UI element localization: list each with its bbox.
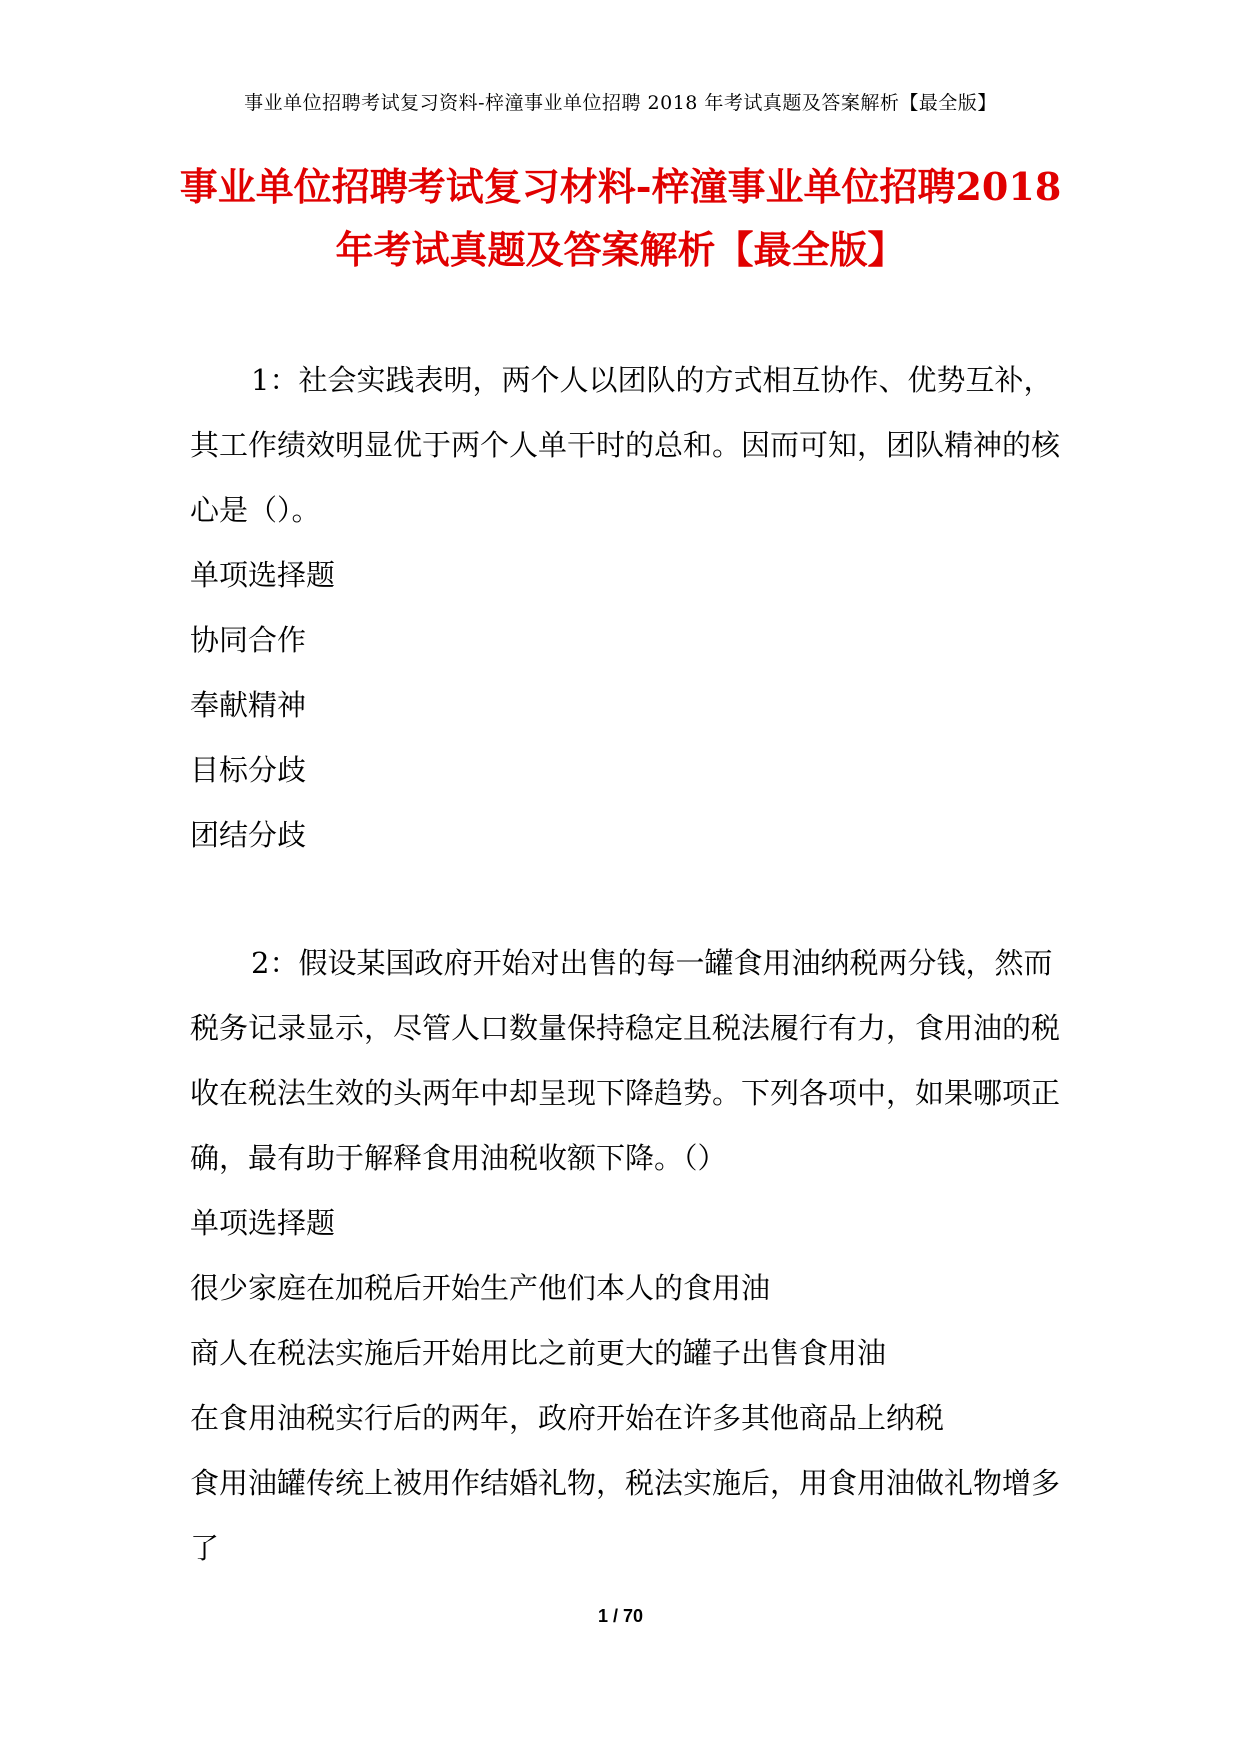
answer-option: 很少家庭在加税后开始生产他们本人的食用油 xyxy=(190,1271,771,1305)
answer-option: 协同合作 xyxy=(190,623,307,657)
answer-option: 团结分歧 xyxy=(190,818,307,852)
question-stem: 2：假设某国政府开始对出售的每一罐食用油纳税两分钱，然而税务记录显示，尽管人口数量保持稳定且税法履行有力，食用油的税收在税法生效的头两年中却呈现下降趋势。下列各项中，如果哪项正确，最有助于解释食用油税收额下降。（） xyxy=(190,946,1061,1175)
question-1 xyxy=(190,348,1060,868)
answer-option: 目标分歧 xyxy=(190,753,307,787)
question-type: 单项选择题 xyxy=(190,1206,336,1240)
answer-option: 在食用油税实行后的两年，政府开始在许多其他商品上纳税 xyxy=(190,1401,945,1435)
answer-option: 奉献精神 xyxy=(190,688,307,722)
question-2 xyxy=(190,931,1060,1581)
document-title-line-2: 年考试真题及答案解析【最全版】 xyxy=(335,227,906,272)
question-type: 单项选择题 xyxy=(190,558,336,592)
document-title-line-1: 事业单位招聘考试复习材料-梓潼事业单位招聘2018 xyxy=(179,164,1062,209)
running-header: 事业单位招聘考试复习资料-梓潼事业单位招聘 2018 年考试真题及答案解析【最全版】 xyxy=(244,92,997,114)
answer-option: 食用油罐传统上被用作结婚礼物，税法实施后，用食用油做礼物增多了 xyxy=(190,1466,1061,1565)
question-stem: 1：社会实践表明，两个人以团队的方式相互协作、优势互补，其工作绩效明显优于两个人单干时的总和。因而可知，团队精神的核心是（）。 xyxy=(190,363,1061,527)
page-indicator: 1 / 70 xyxy=(597,1606,644,1626)
answer-option: 商人在税法实施后开始用比之前更大的罐子出售食用油 xyxy=(190,1336,887,1370)
